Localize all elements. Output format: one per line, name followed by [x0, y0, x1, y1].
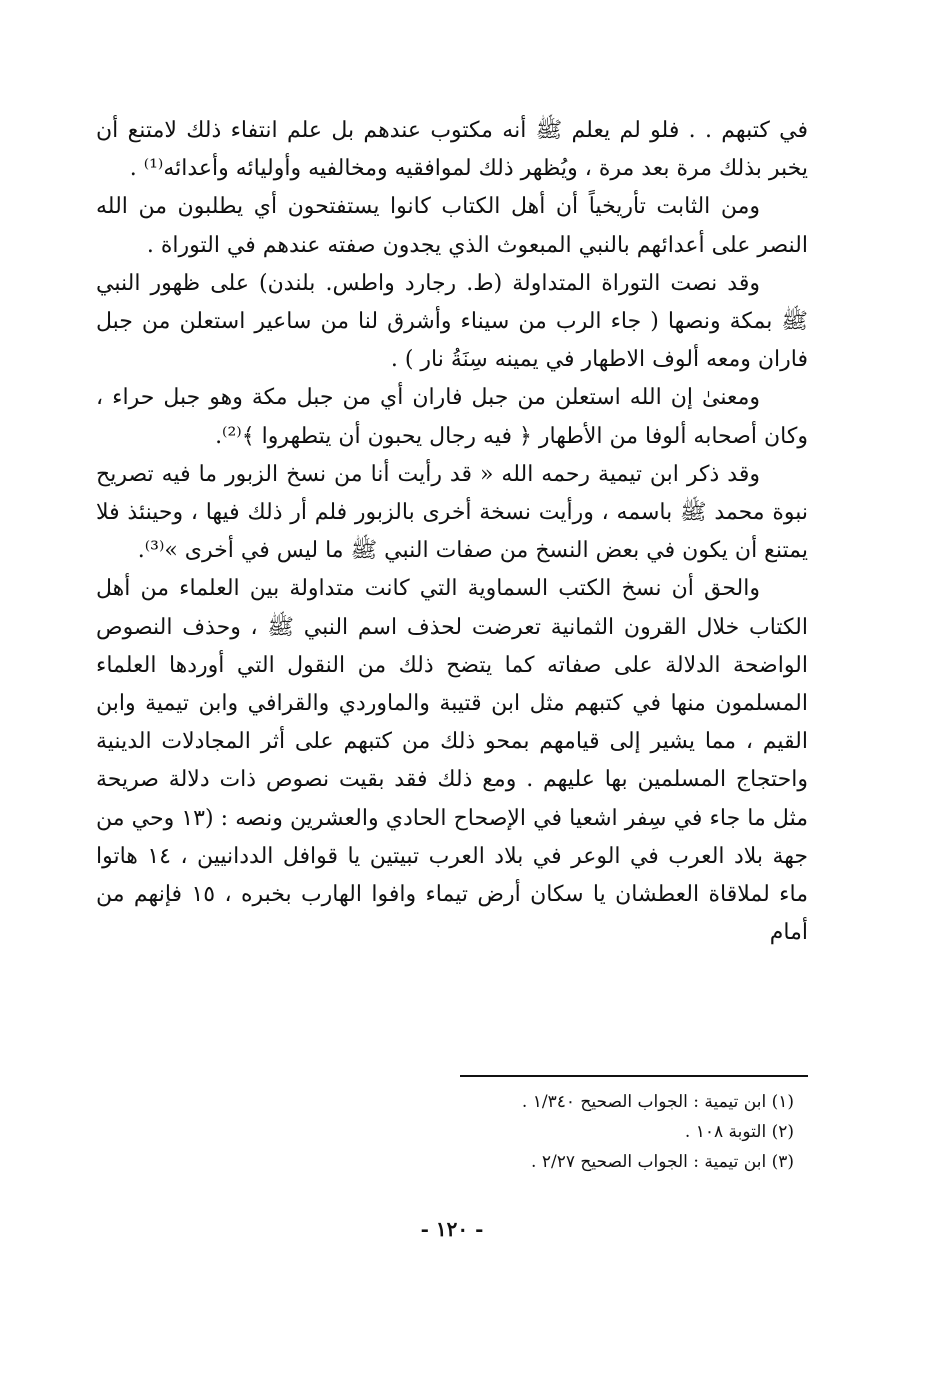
paragraph-3: وقد نصت التوراة المتداولة (ط. رجارد واطس. بلندن) على ظهور النبي ﷺ بمكة ونصها ( جاء الرب من سيناء وأشرق لنا من ساعير استعلن من جبل فاران ومعه ألوف الاطهار في يمينه سِنَةُ نار ) .	[96, 270, 808, 373]
book-page	[96, 112, 808, 1272]
footnotes	[194, 1087, 794, 1177]
paragraph-1: في كتبهم . . فلو لم يعلم ﷺ أنه مكتوب عندهم بل علم انتفاء ذلك لامتنع أن يخبر بذلك مرة بعد مرة ، ويُظهر ذلك لموافقيه ومخالفيه وأوليائه وأعدائه⁽¹⁾ .	[96, 118, 808, 182]
paragraph-5: وقد ذكر ابن تيمية رحمه الله « قد رأيت أنا من نسخ الزبور ما فيه تصريح نبوة محمد ﷺ باسمه ، ورأيت نسخة أخرى بالزبور فلم أر ذلك فيها ، وحينئذ فلا يمتنع أن يكون في بعض النسخ من صفات النبي ﷺ ما ليس في أخرى »⁽³⁾.	[96, 461, 808, 564]
footnote-3: (٣) ابن تيمية : الجواب الصحيح ٢/٢٧ .	[531, 1152, 794, 1172]
paragraph-2: ومن الثابت تأريخياً أن أهل الكتاب كانوا يستفتحون أي يطلبون من الله النصر على أعدائهم بالنبي المبعوث الذي يجدون صفته عندهم في التوراة .	[96, 194, 808, 258]
footnote-1: (١) ابن تيمية : الجواب الصحيح ١/٣٤٠ .	[521, 1092, 794, 1112]
paragraph-6: والحق أن نسخ الكتب السماوية التي كانت متداولة بين العلماء من أهل الكتاب خلال القرون الثمانية تعرضت لحذف اسم النبي ﷺ ، وحذف النصوص الواضحة الدلالة على صفاته كما يتضح ذلك من النقول التي أوردها العلماء المسلمون منها في كتبهم مثل ابن قتيبة والماوردي والقرافي وابن تيمية وابن القيم ، مما يشير إلى قيامهم بمحو ذلك من كتبهم على أثر المجادلات الدينية واحتجاج المسلمين بها عليهم . ومع ذلك فقد بقيت نصوص ذات دلالة صريحة مثل ما جاء في سِفر اشعيا في الإصحاح الحادي والعشرين ونصه : (١٣ وحي من جهة بلاد العرب في الوعر في بلاد العرب تبيتين يا قوافل الددانيين ، ١٤ هاتوا ماء لملاقاة العطشان يا سكان أرض تيماء وافوا الهارب بخبره ، ١٥ فإنهم من أمام	[96, 576, 808, 946]
main-text	[96, 112, 808, 952]
footnote-separator	[460, 1075, 808, 1077]
footnote-2: (٢) التوبة ١٠٨ .	[684, 1122, 794, 1142]
page-number: - ١٢٠ -	[420, 1217, 484, 1241]
paragraph-4: ومعنىٰ إن الله استعلن من جبل فاران أي من جبل مكة وهو جبل حراء ، وكان أصحابه ألوفا من الأطهار ﴿ فيه رجال يحبون أن يتطهروا ﴾⁽²⁾.	[96, 385, 808, 449]
